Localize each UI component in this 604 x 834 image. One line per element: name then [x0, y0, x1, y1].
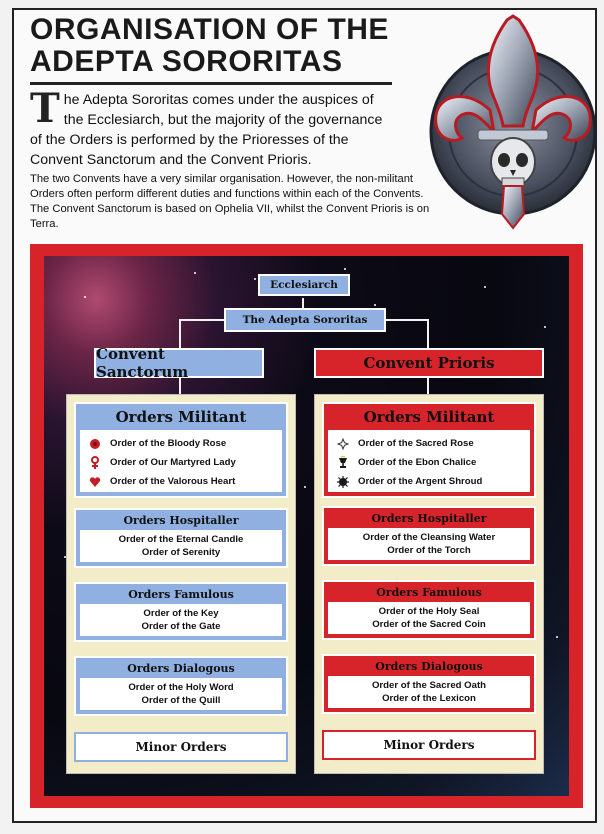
ecclesiarch-label: Ecclesiarch [270, 279, 338, 291]
militant-list [80, 430, 282, 492]
hospitaller-heading: Orders Hospitaller [371, 511, 487, 525]
list-item [88, 434, 282, 453]
convent-prioris-label: Convent Prioris [363, 354, 495, 372]
title-line-2: ADEPTA SORORITAS [30, 45, 343, 78]
drop-cap: T [30, 85, 60, 132]
convent-prioris-header [314, 348, 544, 378]
list-item: Order of the Torch [387, 545, 471, 556]
prioris-minor-orders [322, 730, 536, 760]
order-name: Order of the Valorous Heart [110, 476, 236, 487]
militant-heading: Orders Militant [363, 408, 495, 426]
order-name: Order of the Bloody Rose [110, 438, 227, 449]
sanctorum-minor-orders [74, 732, 288, 762]
convent-sanctorum-header [94, 345, 264, 381]
sanctorum-orders-famulous [74, 582, 288, 642]
hospitaller-list [80, 530, 282, 562]
famulous-list [328, 602, 530, 634]
list-item [336, 453, 530, 472]
famulous-heading: Orders Famulous [376, 585, 482, 599]
fleur-de-lis-skull-emblem [418, 14, 596, 234]
title-line-1: ORGANISATION OF THE [30, 13, 389, 46]
dialogous-list [80, 678, 282, 710]
list-item [88, 472, 282, 491]
prioris-orders-famulous [322, 580, 536, 640]
list-item: Order of the Sacred Oath [371, 680, 487, 691]
rose-icon [88, 437, 102, 451]
order-name: Order of the Argent Shroud [358, 476, 483, 487]
sanctorum-orders-hospitaller [74, 508, 288, 568]
list-item: Order of the Eternal Candle [118, 534, 244, 545]
page-title [30, 14, 389, 78]
sanctorum-orders-dialogous [74, 656, 288, 716]
militant-heading: Orders Militant [115, 408, 247, 426]
famulous-list [80, 604, 282, 636]
sanctorum-orders-militant [74, 402, 288, 498]
dialogous-heading: Orders Dialogous [375, 659, 483, 673]
order-name: Order of the Ebon Chalice [358, 457, 477, 468]
prioris-orders-hospitaller [322, 506, 536, 566]
shroud-icon [336, 475, 350, 489]
organisation-chart [30, 244, 583, 808]
convent-sanctorum-label: Convent Sanctorum [96, 345, 189, 381]
ecclesiarch-box [258, 274, 350, 296]
chalice-icon [336, 456, 350, 470]
martyr-icon [88, 456, 102, 470]
list-item: Order of the Sacred Coin [372, 619, 486, 630]
minor-orders-label: Minor Orders [135, 740, 227, 754]
militant-list [328, 430, 530, 492]
title-rule [30, 82, 392, 85]
prioris-orders-militant [322, 402, 536, 498]
list-item: Order of the Cleansing Water [362, 532, 496, 543]
hospitaller-list [328, 528, 530, 560]
order-name: Order of Our Martyred Lady [110, 457, 236, 468]
body-paragraph: The two Convents have a very similar organisation. However, the non-militant Orders often perform different duties and functions within each of the Convents. The Convent Sanctorum is based on Ophelia VII, whilst the Convent Prioris is on Terra. [30, 173, 430, 230]
list-item [336, 472, 530, 491]
adepta-sororitas-box [224, 308, 386, 332]
order-name: Order of the Sacred Rose [358, 438, 474, 449]
intro-text: he Adepta Sororitas comes under the auspices of the Ecclesiarch, but the majority of the governance of the Orders is performed by the Prioresses of the Convent Sanctorum and the Convent Prioris. [30, 92, 383, 168]
dialogous-heading: Orders Dialogous [127, 661, 235, 675]
hospitaller-heading: Orders Hospitaller [123, 513, 239, 527]
list-item: Order of the Gate [141, 621, 221, 632]
list-item [336, 434, 530, 453]
list-item: Order of the Quill [141, 695, 221, 706]
prioris-orders-dialogous [322, 654, 536, 714]
intro-paragraph [30, 85, 390, 170]
list-item [88, 453, 282, 472]
list-item: Order of the Lexicon [382, 693, 476, 704]
dialogous-list [328, 676, 530, 708]
minor-orders-label: Minor Orders [383, 738, 475, 752]
adepta-sororitas-label: The Adepta Sororitas [242, 314, 368, 326]
famulous-heading: Orders Famulous [128, 587, 234, 601]
list-item: Order of Serenity [141, 547, 221, 558]
heart-icon [88, 475, 102, 489]
sacred-rose-icon [336, 437, 350, 451]
list-item: Order of the Holy Seal [378, 606, 480, 617]
list-item: Order of the Key [143, 608, 219, 619]
list-item: Order of the Holy Word [128, 682, 234, 693]
